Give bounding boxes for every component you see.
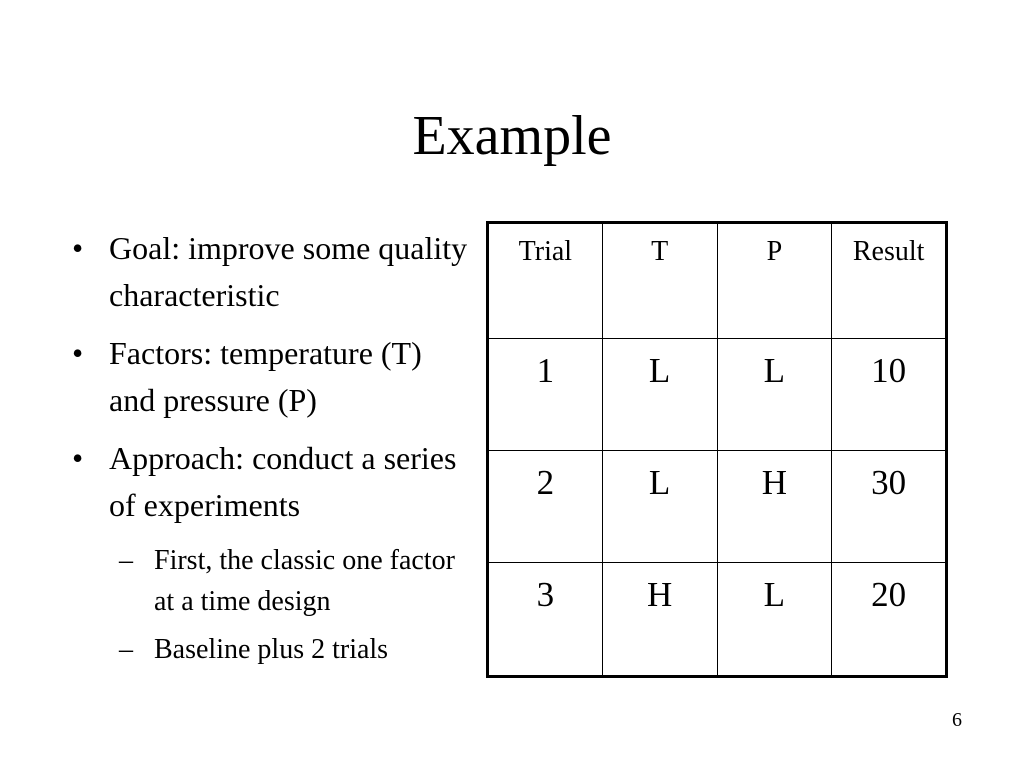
bullet-item-factors <box>72 330 472 424</box>
bullet-text: Factors: temperature (T) and pressure (P) <box>109 335 422 418</box>
table-header-cell: Trial <box>488 223 603 339</box>
table-cell: L <box>602 450 717 562</box>
table-cell: 3 <box>488 562 603 676</box>
table-row <box>488 339 947 451</box>
sub-bullet-item-design <box>72 540 472 622</box>
table-cell: 1 <box>488 339 603 451</box>
sub-bullet-list <box>72 540 472 670</box>
sub-bullet-item-baseline <box>72 629 472 670</box>
table-cell: L <box>717 339 832 451</box>
table-cell: 10 <box>832 339 947 451</box>
bullet-text: Approach: conduct a series of experiments <box>109 440 457 523</box>
table-header-cell: T <box>602 223 717 339</box>
bullet-marker: • <box>72 440 84 476</box>
bullet-marker: • <box>72 335 84 371</box>
table-cell: H <box>602 562 717 676</box>
sub-bullet-text: Baseline plus 2 trials <box>154 634 389 665</box>
sub-bullet-text: First, the classic one factor at a time design <box>154 545 455 617</box>
table-cell: 20 <box>832 562 947 676</box>
table-header-cell: P <box>717 223 832 339</box>
bullet-item-approach <box>72 435 472 529</box>
table-cell: L <box>602 339 717 451</box>
sub-bullet-marker: – <box>119 545 133 576</box>
bullet-text: Goal: improve some quality characteristic <box>109 230 468 313</box>
sub-bullet-marker: – <box>119 634 133 665</box>
experiment-table <box>486 221 948 678</box>
bullet-item-goal <box>72 225 472 319</box>
table-cell: H <box>717 450 832 562</box>
table-header-cell: Result <box>832 223 947 339</box>
table-cell: 30 <box>832 450 947 562</box>
bullet-list <box>72 225 472 677</box>
table-cell: L <box>717 562 832 676</box>
table-cell: 2 <box>488 450 603 562</box>
table-header-row <box>488 223 947 339</box>
slide-title: Example <box>412 105 612 167</box>
page-number: 6 <box>952 709 962 731</box>
table-row <box>488 450 947 562</box>
bullet-marker: • <box>72 230 84 266</box>
table-row <box>488 562 947 676</box>
